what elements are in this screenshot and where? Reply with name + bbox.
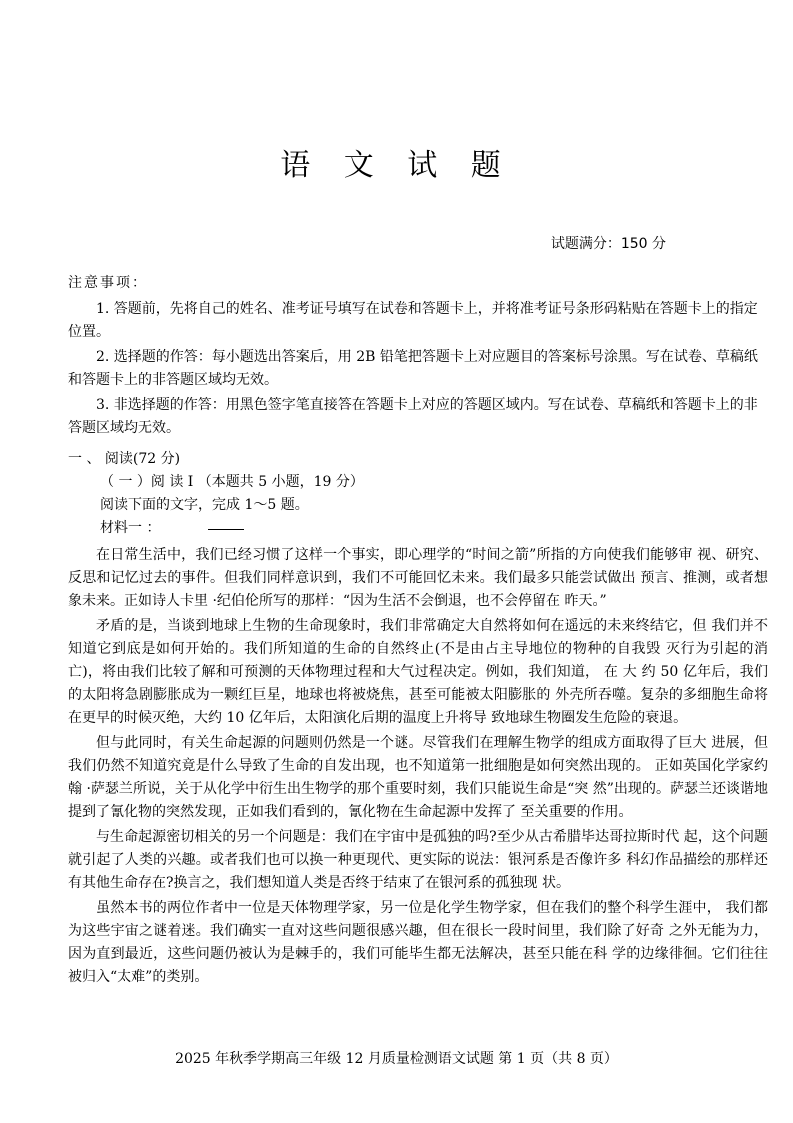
section-subheading: （ 一 ）阅 读 I （本题共 5 小题，19 分） xyxy=(100,474,364,490)
reading-section xyxy=(68,448,768,991)
passage-paragraph: 与生命起源密切相关的另一个问题是：我们在宇宙中是孤独的吗?至少从古希腊毕达哥拉斯时代 起，这个问题就引起了人类的兴趣。或者我们也可以换一种更现代、更实际的说法：银河系是否像许多 科幻作品描绘的那样还有其他生命存在?换言之，我们想知道人类是否终于结束了在银河系的孤独现 状。 xyxy=(68,829,768,891)
section-instruction: 阅读下面的文字，完成 1～5 题。 xyxy=(100,497,309,513)
passage xyxy=(68,544,768,989)
notes-block xyxy=(68,272,758,442)
page-title: 语 文 试 题 xyxy=(280,148,513,183)
page-footer: 2025 年秋季学期高三年级 12 月质量检测语文试题 第 1 页（共 8 页） xyxy=(175,1051,618,1067)
note-item: 3. 非选择题的作答：用黑色签字笔直接答在答题卡上对应的答题区域内。写在试卷、草稿纸和答题卡上的非答题区域均无效。 xyxy=(68,397,758,436)
section-heading: 一 、 阅读(72 分) xyxy=(68,451,181,467)
material-label: 材料一 ： xyxy=(100,520,161,536)
passage-paragraph: 但与此同时，有关生命起源的问题则仍然是一个谜。尽管我们在理解生物学的组成方面取得了巨大 进展，但我们仍然不知道究竟是什么导致了生命的自发出现，也不知道第一批细胞是如何突然出现的。 正如英国化学家约翰 ·萨瑟兰所说，关于从化学中衍生出生物学的那个重要时刻，我们只能说生命是“突 然”出现的。萨瑟兰还谈谐地提到了氰化物的突然发现，正如我们看到的，氰化物在生命起源中发挥了 至关重要的作用。 xyxy=(68,735,768,820)
note-item: 1. 答题前，先将自己的姓名、准考证号填写在试卷和答题卡上，并将准考证号条形码粘贴在答题卡上的指定位置。 xyxy=(68,301,758,340)
blank-line xyxy=(208,517,244,530)
passage-paragraph: 在日常生活中，我们已经习惯了这样一个事实，即心理学的“时间之箭”所指的方向使我们能够审 视、研究、反思和记忆过去的事件。但我们同样意识到，我们不可能回忆未来。我们最多只能尝试做出 预言、推测，或者想象未来。正如诗人卡里 ·纪伯伦所写的那样：“因为生活不会倒退，也不会停留在 昨天。” xyxy=(68,547,768,609)
material-label-line xyxy=(68,517,768,540)
passage-paragraph: 矛盾的是，当谈到地球上生物的生命现象时，我们非常确定大自然将如何在遥远的未来终结它，但 我们并不知道它到底是如何开始的。我们所知道的生命的自然终止(不是由占主导地位的物种的自我毁 灭行为引起的消亡)，将由我们比较了解和可预测的天体物理过程和大气过程决定。例如，我们知道， 在 大 约 50 亿年后，我们的太阳将急剧膨胀成为一颗红巨星，地球也将被烧焦，甚至可能被太阳膨胀的 外壳所吞噬。复杂的多细胞生命将在更早的时候灭绝，大约 10 亿年后，太阳演化后期的温度上升将导 致地球生物圈发生危险的衰退。 xyxy=(68,618,768,726)
score-line: 试题满分：150 分 xyxy=(550,236,666,252)
note-item: 2. 选择题的作答：每小题选出答案后，用 2B 铅笔把答题卡上对应题目的答案标号涂黑。写在试卷、草稿纸和答题卡上的非答题区域均无效。 xyxy=(68,349,758,388)
passage-paragraph: 虽然本书的两位作者中一位是天体物理学家，另一位是化学生物学家，但在我们的整个科学生涯中， 我们都为这些宇宙之谜着迷。我们确实一直对这些问题很感兴趣，但在很长一段时间里，我们除了好奇 之外无能为力，因为直到最近，这些问题仍被认为是棘手的，我们可能毕生都无法解决，甚至只能在科 学的边缘徘徊。它们往往被归入“太难”的类别。 xyxy=(68,900,768,985)
notes-heading: 注意事项： xyxy=(68,275,148,291)
